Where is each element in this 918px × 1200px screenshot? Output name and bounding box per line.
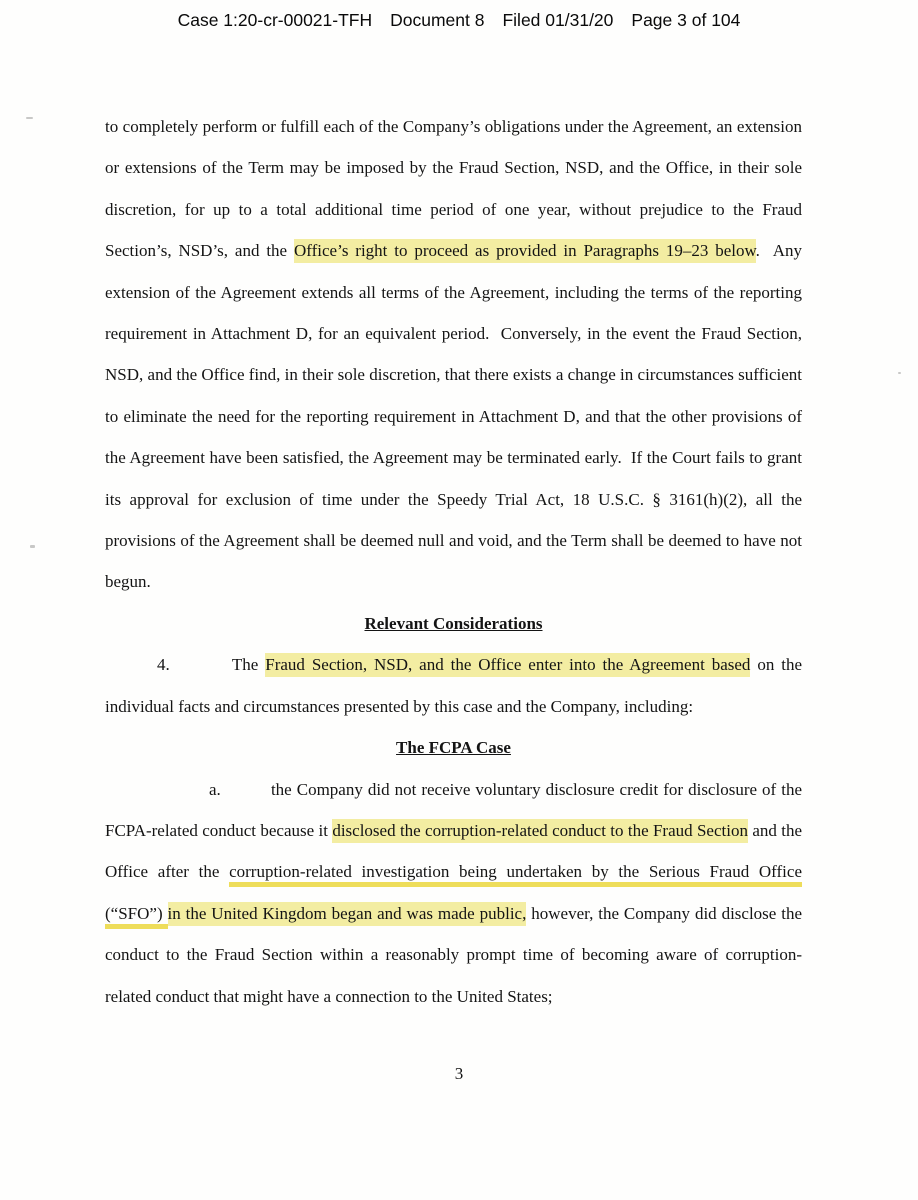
yellow-underlined-text: corruption-related investigation being undertaken by the Serious Fraud Office (“SFO”) (105, 862, 802, 928)
case-number: Case 1:20-cr-00021-TFH (177, 10, 373, 30)
highlighted-text: disclosed the corruption-related conduct to the Fraud Section (332, 819, 748, 843)
scan-artifact (26, 117, 33, 119)
court-stamp-header (0, 10, 918, 31)
paragraph-text: a. the Company did not receive voluntary disclosure credit for disclosure of the FCPA-related conduct because it (105, 779, 802, 840)
section-heading-relevant-considerations: Relevant Considerations (364, 613, 543, 633)
paragraph-text: . Any extension of the Agreement extends all terms of the Agreement, including the terms of the reporting requirement in Attachment D, for an equivalent period. Conversely, in the event the Fraud Section, NSD, and the Office find, in their sole discretion, that there exists a change in circumstances sufficient to eliminate the need for the reporting requirement in Attachment D, and that the other provisions of the Agreement have been satisfied, the Agreement may be terminated early. If the Court fails to grant its approval for exclusion of time under the Speedy Trial Act, 18 U.S.C. § 3161(h)(2), all the provisions of the Agreement shall be deemed null and void, and the Term shall be deemed to have not begun. (105, 241, 803, 592)
filed-date: Filed 01/31/20 (502, 10, 614, 30)
paragraph-text: and the Office after the (105, 820, 802, 882)
highlighted-text: Office’s right to proceed as provided in Paragraphs 19–23 below (294, 239, 756, 263)
paragraph-text: however, the Company did disclose the conduct to the Fraud Section within a reasonably prompt time of becoming aware of corruption-related conduct that might have a connection to the United States; (105, 903, 803, 1006)
subsection-heading-fcpa-case: The FCPA Case (396, 738, 511, 758)
highlighted-text: in the United Kingdom began and was made public, (168, 902, 527, 926)
paragraph-a (105, 769, 802, 1017)
scan-artifact (898, 372, 901, 374)
paragraph-text: 4. The (157, 655, 266, 675)
page-number: 3 (454, 1064, 464, 1083)
paragraph-text: on the individual facts and circumstances presented by this case and the Company, including: (105, 655, 802, 716)
page-indicator: Page 3 of 104 (631, 10, 741, 30)
document-body (105, 106, 802, 1017)
scan-artifact (30, 545, 35, 548)
paragraph-4 (105, 644, 802, 727)
paragraph-text: to completely perform or fulfill each of the Company’s obligations under the Agreement, an extension or extensions of the Term may be imposed by the Fraud Section, NSD, and the Office, in their sole discretion, for up to a total additional time period of one year, without prejudice to the Fraud Section’s, NSD’s, and the (105, 117, 802, 261)
paragraph-continuation (105, 106, 802, 603)
highlighted-text: Fraud Section, NSD, and the Office enter into the Agreement based (265, 653, 750, 677)
document-number: Document 8 (390, 10, 485, 30)
